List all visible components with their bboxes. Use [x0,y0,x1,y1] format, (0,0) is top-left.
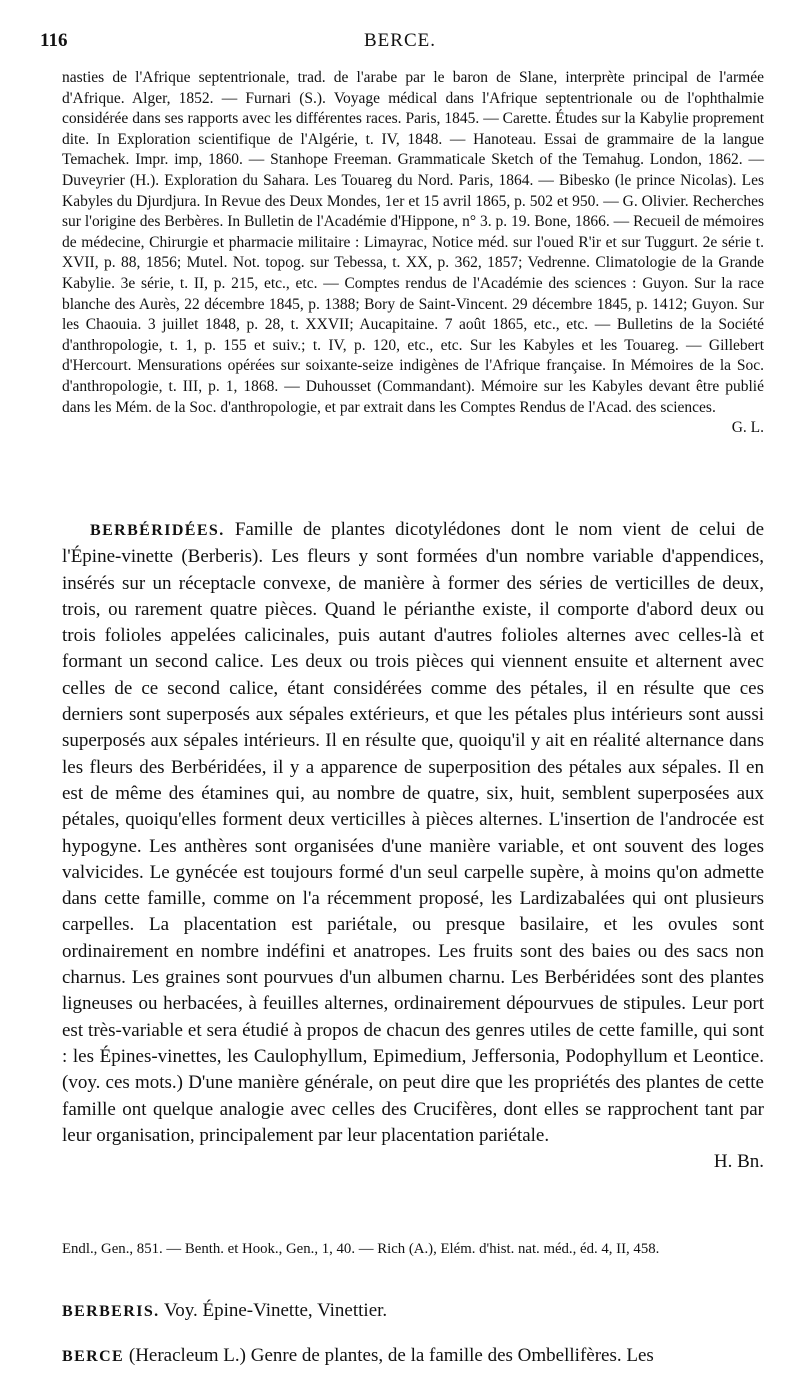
running-title: BERCE. [364,30,436,51]
berberis-headword: BERBERIS. [62,1303,160,1320]
berberidees-article [62,517,764,1175]
berberidees-headword: BERBÉRIDÉES. [90,522,225,539]
berberis-entry [62,1299,764,1324]
page-header [40,30,760,56]
page-number: 116 [40,30,68,51]
berberidees-references: Endl., Gen., 851. — Benth. et Hook., Gen., 1, 40. — Rich (A.), Elém. d'hist. nat. méd., éd. 4, II, 458. [62,1241,660,1257]
berce-entry [62,1344,764,1369]
berberidees-signature: H. Bn. [713,1151,764,1173]
berce-headword: BERCE [62,1348,125,1365]
bibliography-text: nasties de l'Afrique septentrionale, trad. de l'arabe par le baron de Slane, interprète principal de l'armée d'Afrique. Alger, 1852. — Furnari (S.). Voyage médical dans l'Afrique septentrionale ou de l'ophthalmie considérée dans ses rapports avec les différentes races. Paris, 1845. — Carette. Études sur la Kabylie proprement dite. In Exploration scientifique de l'Algérie, t. IV, 1848. — Hanoteau. Essai de grammaire de la langue Temachek. Impr. imp, 1860. — Stanhope Freeman. Grammaticale Sketch of the Temahug. London, 1862. — Duveyrier (H.). Exploration du Sahara. Les Touareg du Nord. Paris, 1864. — Bibesko (le prince Nicolas). Les Kabyles du Djurdjura. In Revue des Deux Mondes, 1er et 15 avril 1865, p. 502 et 950. — G. Olivier. Recherches sur l'origine des Berbères. In Bulletin de l'Académie d'Hippone, n° 3. p. 19. Bone, 1866. — Recueil de mémoires de médecine, Chirurgie et pharmacie militaire : Limayrac, Notice méd. sur l'oued R'ir et sur Tuggurt. 2e série t. XVII, p. 88, 1856; Mutel. Not. topog. sur Tebessa, t. XX, p. 362, 1857; Vedrenne. Climatologie de la Grande Kabylie. 3e série, t. II, p. 215, etc., etc. — Comptes rendus de l'Académie des sciences : Guyon. Sur la race blanche des Aurès, 22 décembre 1845, p. 1388; Bory de Saint-Vincent. 29 décembre 1845, p. 1412; Guyon. Sur les Chaouia. 3 juillet 1848, p. 28, t. XXVII; Aucapitaine. 7 août 1865, etc., etc. — Bulletins de la Société d'anthropologie, t. 1, p. 155 et suiv.; t. IV, p. 120, etc., etc. Sur les Kabyles et les Touareg. — Gillebert d'Hercourt. Mensurations opérées sur soixante-seize indigènes de l'Afrique française. In Mémoires de la Soc. d'anthropologie, t. III, p. 1, 1868. — Duhousset (Commandant). Mémoire sur les Kabyles devant être publié dans les Mém. de la Soc. d'anthropologie, et par extrait dans les Comptes Rendus de l'Acad. des sciences. [62,69,764,416]
berberidees-text: Famille de plantes dicotylédones dont le nom vient de celui de l'Épine-vinette (Berberis). Les fleurs y sont formées d'un nombre variable d'appendices, insérés sur un réceptacle convexe, de manière à former des séries de verticilles de deux, trois, ou rarement quatre pièces. Quand le périanthe existe, il comporte d'abord deux ou trois folioles appelées calicinales, puis autant d'autres folioles alternes avec celles-là et formant un second calice. Les deux ou trois pièces qui viennent ensuite et alternent avec celles de ce second calice, étant considérées comme des pétales, il en résulte que ces derniers sont superposés aux sépales extérieurs, et que les pétales plus intérieurs sont aussi superposés aux sépales intérieurs. Il en résulte que, quoiqu'il y ait en réalité alternance dans les fleurs des Berbéridées, il y a apparence de superposition des pétales aux sépales. Il en est de même des étamines qui, au nombre de quatre, six, huit, semblent superposées aux pétales, quoiqu'elles forment deux verticilles à pièces alternes. L'insertion de l'androcée est hypogyne. Les anthères sont organisées d'une manière variable, et ont souvent des loges valvicides. Le gynécée est toujours formé d'un seul carpelle supère, à moins qu'on admette dans cette famille, comme on l'a récemment proposé, les Lardizabalées qui ont plusieurs carpelles. La placentation est pariétale, ou presque basilaire, et les ovules sont ordinairement en nombre indéfini et anatropes. Les fruits sont des baies ou des sacs non charnus. Les graines sont pourvues d'un albumen charnu. Les Berbéridées sont des plantes ligneuses ou herbacées, à feuilles alternes, ordinairement dépourvues de stipules. Leur port est très-variable et sera étudié à propos de chacun des genres utiles de cette famille, qui sont : les Épines-vinettes, les Caulophyllum, Epimedium, Jeffersonia, Podophyllum et Leontice. (voy. ces mots.) D'une manière générale, on peut dire que les propriétés des plantes de cette famille ont quelque analogie avec celles des Crucifères, dont elles se rapprochent tant par leur organisation, principalement par leur placentation pariétale. [62,519,764,1146]
bibliography-section [62,68,764,439]
berberis-text: Voy. Épine-Vinette, Vinettier. [163,1300,388,1321]
bibliography-signature: G. L. [731,419,764,437]
berberidees-paragraph [62,517,764,1149]
berce-text: (Heracleum L.) Genre de plantes, de la famille des Ombellifères. Les [128,1345,654,1366]
